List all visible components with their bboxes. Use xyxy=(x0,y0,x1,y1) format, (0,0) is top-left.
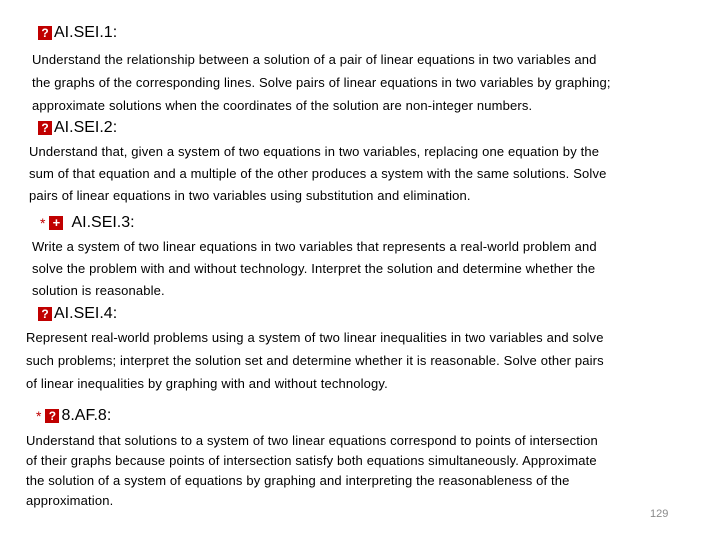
star-icon: * xyxy=(36,408,42,424)
standard-3-heading xyxy=(40,214,135,232)
standard-2-heading xyxy=(38,119,117,137)
bullet-icon: ? xyxy=(38,307,52,321)
standard-1-heading xyxy=(38,24,117,42)
standard-description: Understand that solutions to a system of two linear equations correspond to points of intersection of their graphs because points of intersection satisfy both equations simultaneously. Approximate the solution of a system of equations by graphing and interpreting the reasonableness of the approximation. xyxy=(26,433,598,508)
standard-description: Understand the relationship between a solution of a pair of linear equations in two variables and the graphs of the corresponding lines. Solve pairs of linear equations in two variables by graphing; approximate solutions when the coordinates of the solution are non-integer numbers. xyxy=(32,52,611,113)
standard-code: AI.SEI.4: xyxy=(54,305,118,322)
bullet-icon: ? xyxy=(38,26,52,40)
standard-code: AI.SEI.2: xyxy=(54,119,118,136)
plus-icon: + xyxy=(49,216,63,230)
standard-description: Write a system of two linear equations in two variables that represents a real-world problem and solve the problem with and without technology. Interpret the solution and determine whether the solution is reasonable. xyxy=(32,239,597,298)
standard-5-heading xyxy=(36,407,111,425)
standard-code: 8.AF.8: xyxy=(61,407,112,424)
standard-4-heading xyxy=(38,305,117,323)
bullet-icon: ? xyxy=(38,121,52,135)
standard-description: Understand that, given a system of two equations in two variables, replacing one equation by the sum of that equation and a multiple of the other produces a system with the same solutions. Solve pairs of linear equations in two variables using substitution and elimination. xyxy=(29,144,607,203)
standard-description: Represent real-world problems using a system of two linear inequalities in two variables and solve such problems; interpret the solution set and determine whether it is reasonable. Solve other pairs of linear inequalities by graphing with and without technology. xyxy=(26,330,604,391)
star-icon: * xyxy=(40,215,46,231)
standard-code: AI.SEI.3: xyxy=(71,214,135,231)
page-number: 129 xyxy=(650,508,669,520)
standard-code: AI.SEI.1: xyxy=(54,24,118,41)
bullet-icon: ? xyxy=(45,409,59,423)
